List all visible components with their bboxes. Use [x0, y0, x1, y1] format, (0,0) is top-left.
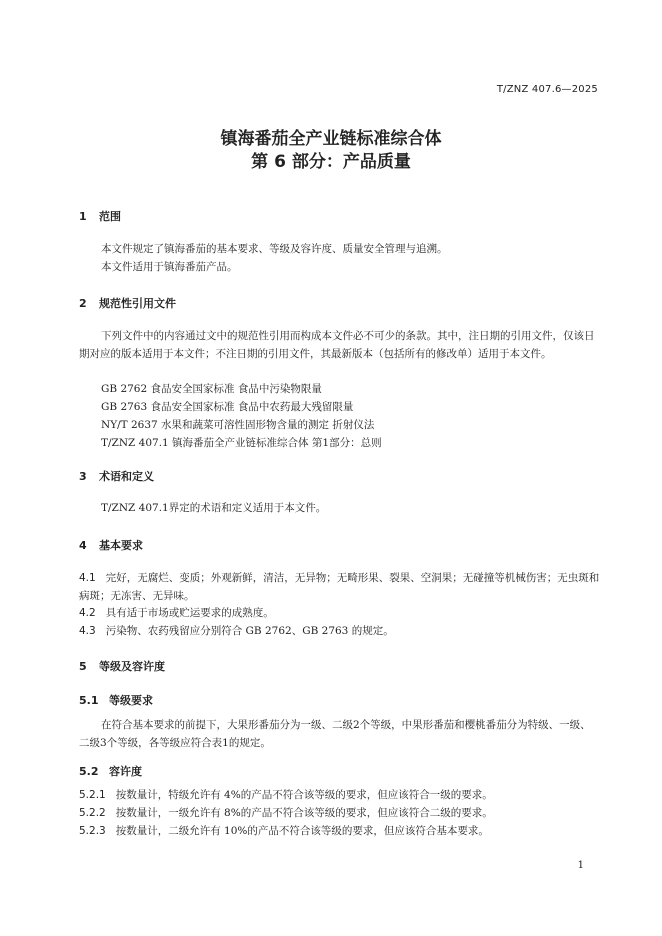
clause-text: 按数量计，特级允许有 4%的产品不符合该等级的要求，但应该符合一级的要求。: [115, 789, 493, 801]
clause-text: 按数量计，二级允许有 10%的产品不符合该等级的要求，但应该符合基本要求。: [115, 825, 489, 837]
clause-text: 具有适于市场或贮运要求的成熟度。: [105, 607, 274, 619]
clause-item: [79, 786, 601, 804]
clause-text: 按数量计，一级允许有 8%的产品不符合该等级的要求，但应该符合二级的要求。: [115, 807, 493, 819]
clause-item: [79, 604, 601, 622]
paragraph: T/ZNZ 407.1界定的术语和定义适用于本文件。: [101, 502, 327, 514]
clause-number: 5.2.3: [79, 825, 106, 837]
section-number: 5: [79, 660, 87, 673]
subsection-heading-grade-requirements: [79, 692, 153, 708]
reference-item: T/ZNZ 407.1 镇海番茄全产业链标准综合体 第1部分：总则: [101, 437, 382, 449]
clause-item: [79, 822, 601, 840]
reference-item: GB 2763 食品安全国家标准 食品中农药最大残留限量: [101, 401, 354, 413]
page-number: 1: [577, 860, 584, 871]
section-number: 2: [79, 297, 87, 310]
clause-number: 4.2: [79, 607, 96, 619]
clause-number: 5.2.2: [79, 807, 106, 819]
section-title: 基本要求: [99, 539, 143, 552]
clause-number: 4.3: [79, 625, 96, 637]
clause-text: 污染物、农药残留应分别符合 GB 2762、GB 2763 的规定。: [105, 625, 394, 637]
paragraph: 在符合基本要求的前提下，大果形番茄分为一级、二级2个等级，中果形番茄和樱桃番茄分为特级、一级、二级3个等级，各等级应符合表1的规定。: [79, 719, 591, 749]
document-title: 镇海番茄全产业链标准综合体: [220, 129, 442, 149]
subsection-heading-tolerance: [79, 763, 142, 779]
clause-item: [79, 622, 601, 640]
paragraph: 本文件适用于镇海番茄产品。: [101, 261, 238, 273]
paragraph: 本文件规定了镇海番茄的基本要求、等级及容许度、质量安全管理与追溯。: [101, 243, 448, 255]
section-title: 等级及容许度: [99, 660, 165, 673]
section-number: 4: [79, 539, 87, 552]
section-title: 规范性引用文件: [99, 297, 176, 310]
section-heading-scope: [79, 208, 121, 224]
section-number: 1: [79, 210, 87, 223]
document-subtitle: 第 6 部分：产品质量: [251, 152, 411, 172]
reference-item: GB 2762 食品安全国家标准 食品中污染物限量: [101, 383, 322, 395]
subsection-number: 5.2: [79, 765, 99, 778]
clause-number: 5.2.1: [79, 789, 106, 801]
clause-number: 4.1: [79, 572, 96, 584]
standard-code: T/ZNZ 407.6—2025: [496, 84, 598, 95]
subsection-number: 5.1: [79, 694, 99, 707]
section-heading-terms: [79, 468, 154, 484]
clause-item: [79, 804, 601, 822]
paragraph: 下列文件中的内容通过文中的规范性引用而构成本文件必不可少的条款。其中，注日期的引用文件，仅该日期对应的版本适用于本文件；不注日期的引用文件，其最新版本（包括所有的修改单）适用于本文件。: [79, 330, 595, 360]
clause-text: 完好，无腐烂、变质；外观新鲜，清洁，无异物；无畸形果、裂果、空洞果；无碰撞等机械伤害；无虫斑和病斑；无冻害、无异味。: [79, 572, 600, 602]
section-number: 3: [79, 470, 87, 483]
subsection-title: 容许度: [109, 765, 142, 778]
clause-item: [79, 569, 601, 605]
section-title: 范围: [99, 210, 121, 223]
section-heading-basic-requirements: [79, 537, 143, 553]
section-heading-grades: [79, 658, 165, 674]
section-title: 术语和定义: [99, 470, 154, 483]
section-heading-normative-references: [79, 295, 176, 311]
subsection-title: 等级要求: [109, 694, 153, 707]
reference-item: NY/T 2637 水果和蔬菜可溶性固形物含量的测定 折射仪法: [101, 419, 375, 431]
